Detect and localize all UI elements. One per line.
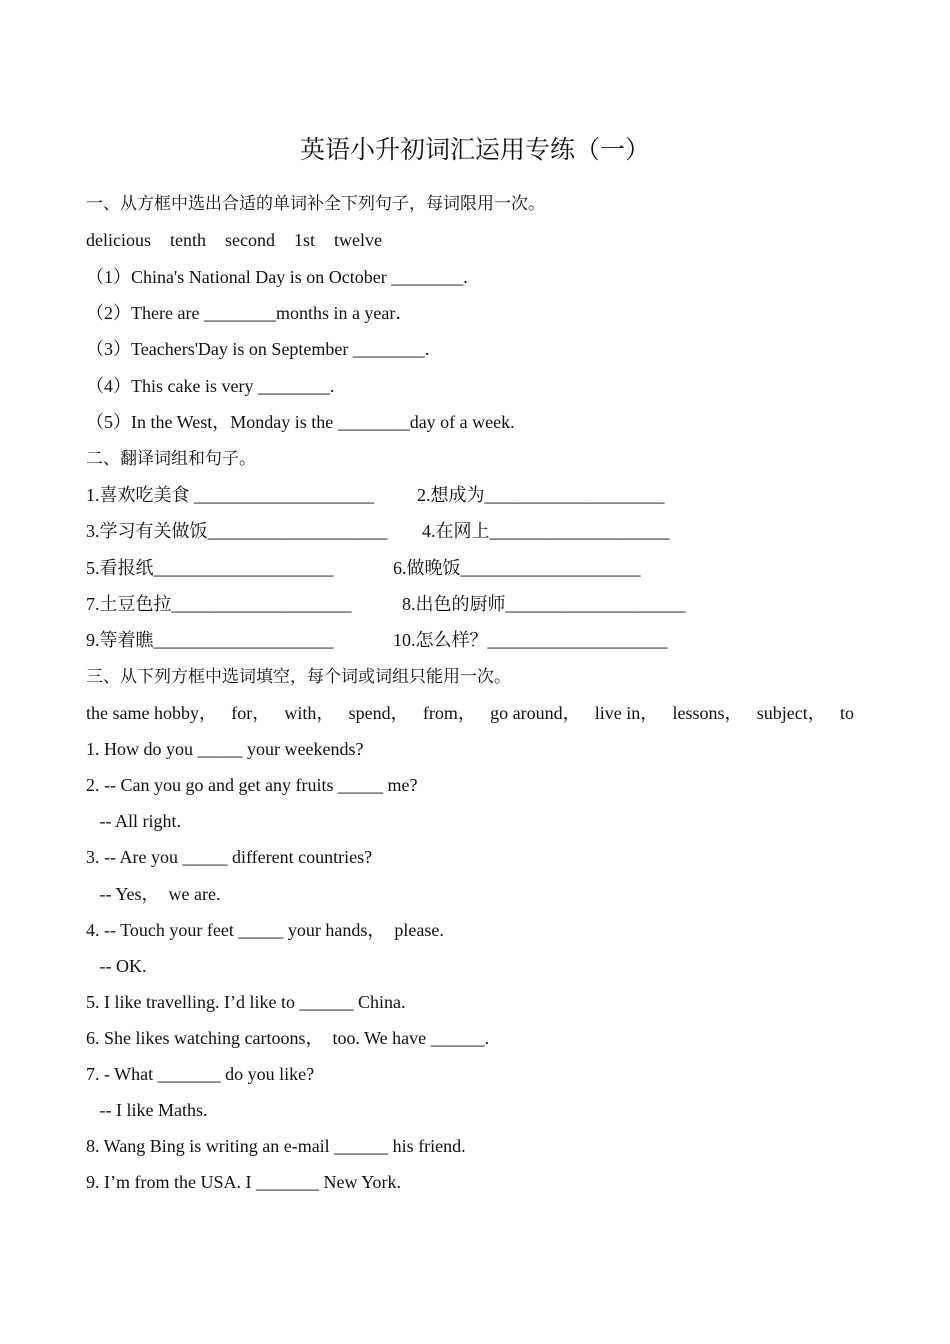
word-bank-item: go around， — [490, 703, 581, 723]
word-bank-item: tenth — [170, 230, 206, 250]
word-bank-item: the same hobby， — [86, 703, 217, 723]
exercise-line: 8. Wang Bing is writing an e-mail ______ his friend. — [86, 1136, 466, 1156]
section1-item: （2）There are ________months in a year． — [86, 303, 414, 323]
word-bank-item: to — [839, 703, 854, 723]
word-bank-item: live in， — [594, 703, 659, 723]
word-bank-item: for， — [231, 703, 271, 723]
word-bank-item: lessons， — [672, 703, 743, 723]
translation-item: 1.喜欢吃美食 ____________________ — [86, 485, 374, 505]
word-bank-item: subject， — [756, 703, 826, 723]
translation-item: 7.土豆色拉____________________ — [86, 594, 352, 614]
exercise-line: 5. I like travelling. I’d like to ______ China. — [86, 992, 406, 1012]
translation-item: 2.想成为____________________ — [417, 485, 665, 505]
translation-item: 8.出色的厨师____________________ — [402, 594, 686, 614]
section3-word-bank — [86, 700, 854, 726]
exercise-line: 9. I’m from the USA. I _______ New York. — [86, 1172, 401, 1192]
section1-word-bank — [86, 227, 401, 253]
word-bank-item: twelve — [334, 230, 382, 250]
exercise-line: -- All right. — [86, 811, 181, 831]
exercise-line: -- OK. — [86, 956, 147, 976]
word-bank-item: delicious — [86, 230, 151, 250]
section1-item: （5）In the West，Monday is the ________day of a week. — [86, 412, 515, 432]
translation-item: 4.在网上____________________ — [422, 521, 670, 541]
exercise-line: 2. -- Can you go and get any fruits _____ me? — [86, 775, 418, 795]
exercise-line: 7. - What _______ do you like? — [86, 1064, 315, 1084]
section1-item: （3）Teachers'Day is on September ________. — [86, 339, 430, 359]
exercise-line: -- Yes， we are. — [86, 884, 221, 904]
exercise-line: 3. -- Are you _____ different countries? — [86, 847, 373, 867]
section2-heading: 二、翻译词组和句子。 — [86, 449, 256, 469]
word-bank-item: from， — [422, 703, 476, 723]
exercise-line: -- I like Maths. — [86, 1100, 208, 1120]
word-bank-item: second — [225, 230, 275, 250]
exercise-line: 1. How do you _____ your weekends? — [86, 739, 364, 759]
translation-item: 3.学习有关做饭____________________ — [86, 521, 388, 541]
page-title: 英语小升初词汇运用专练（一） — [299, 135, 650, 164]
translation-item: 5.看报纸____________________ — [86, 558, 334, 578]
translation-item: 10.怎么样？____________________ — [393, 630, 668, 650]
word-bank-item: spend， — [348, 703, 409, 723]
section3-heading: 三、从下列方框中选词填空，每个词或词组只能用一次。 — [86, 667, 511, 687]
exercise-line: 4. -- Touch your feet _____ your hands， please. — [86, 920, 444, 940]
word-bank-item: 1st — [293, 230, 315, 250]
translation-item: 6.做晚饭____________________ — [393, 558, 641, 578]
section1-item: （4）This cake is very ________. — [86, 376, 335, 396]
section1-item: （1）China's National Day is on October ________. — [86, 267, 468, 287]
translation-item: 9.等着瞧____________________ — [86, 630, 334, 650]
section1-heading: 一、从方框中选出合适的单词补全下列句子，每词限用一次。 — [86, 194, 545, 214]
exercise-line: 6. She likes watching cartoons， too. We have ______. — [86, 1028, 490, 1048]
word-bank-item: with， — [284, 703, 335, 723]
